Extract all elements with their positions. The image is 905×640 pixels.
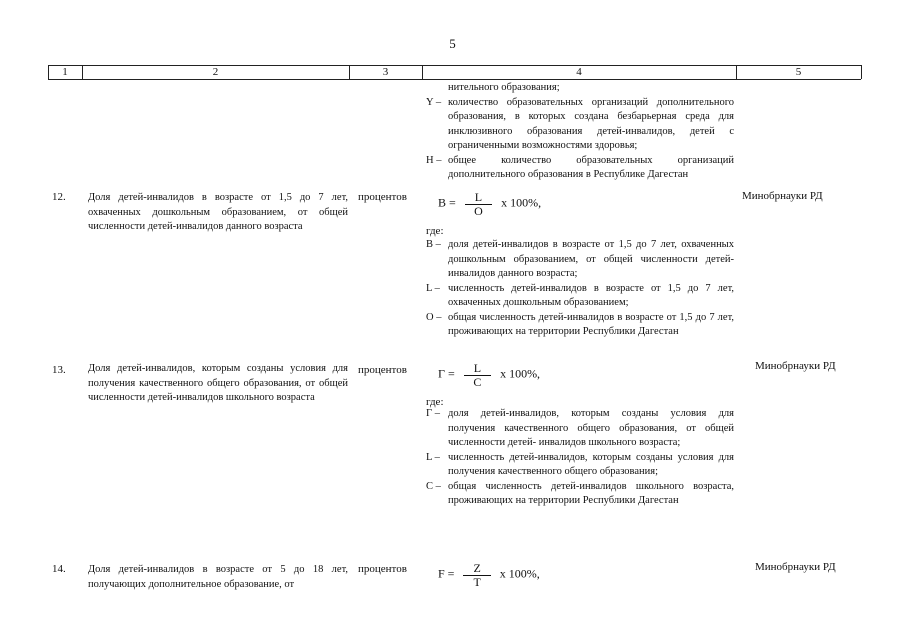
formula-numerator: L — [465, 190, 492, 205]
formula-numerator: Z — [463, 561, 490, 576]
formula-denominator: T — [473, 575, 481, 589]
definition-symbol: C – — [426, 480, 441, 492]
header-col-1: 1 — [62, 66, 68, 78]
formula — [438, 361, 540, 388]
formula-denominator: C — [473, 375, 482, 389]
indicator-name: Доля детей-инвалидов, которым созданы условия для получения качественного общего образования, от общей численности детей-инвалидов школьного возраста — [88, 363, 348, 403]
formula-lhs: F = — [438, 566, 455, 581]
header-col-2: 2 — [212, 66, 219, 78]
unit-label: процентов — [358, 364, 407, 376]
continuation-top-text: нительного образования; — [448, 82, 560, 93]
where-label: где: — [426, 396, 444, 408]
continuation-block — [426, 81, 734, 183]
definition-item — [426, 480, 734, 509]
definition-item — [426, 407, 734, 451]
definition-text: численность детей-инвалидов, которым созданы условия для получения качественного общего образования; — [448, 451, 734, 477]
row-number: 14. — [52, 563, 66, 575]
definition-text: численность детей-инвалидов в возрасте от 1,5 до 7 лет, охваченных дошкольным образованием; — [448, 282, 734, 308]
row-number: 12. — [52, 191, 66, 203]
formula-numerator: L — [464, 361, 491, 376]
responsible-body: Минобрнауки РД — [755, 561, 836, 573]
definitions-list — [426, 407, 734, 509]
formula — [438, 561, 540, 588]
formula-suffix: x 100%, — [500, 366, 541, 381]
indicator-name: Доля детей-инвалидов в возрасте от 5 до 18 лет, получающих дополнительное образование, от — [88, 564, 348, 590]
definition-item — [426, 96, 734, 154]
definition-item — [426, 238, 734, 282]
responsible-body: Минобрнауки РД — [742, 190, 823, 202]
header-col-3: 3 — [382, 66, 389, 78]
formula-fraction — [465, 190, 492, 217]
definition-text: общая численность детей-инвалидов в возрасте от 1,5 до 7 лет, проживающих на территории Республики Дагестан — [448, 311, 734, 337]
where-label: где: — [426, 225, 444, 237]
definition-text: общая численность детей-инвалидов школьного возраста, проживающих на территории Республики Дагестан — [448, 480, 734, 506]
definition-symbol: O – — [426, 311, 442, 323]
formula-fraction — [463, 561, 490, 588]
definition-symbol: L – — [426, 282, 440, 294]
definition-symbol: Y – — [426, 96, 442, 108]
header-bottom-border — [48, 79, 861, 80]
unit-label: процентов — [358, 191, 407, 203]
definition-item — [426, 282, 734, 311]
header-col-4: 4 — [576, 66, 582, 78]
formula-fraction — [464, 361, 491, 388]
indicator-name: Доля детей-инвалидов в возрасте от 1,5 до 7 лет, охваченных дошкольным образованием, от общей численности детей-инвалидов данного возраста — [88, 192, 348, 232]
row-number: 13. — [52, 364, 66, 376]
formula-lhs: Г = — [438, 366, 455, 381]
formula-suffix: x 100%, — [501, 195, 542, 210]
formula-lhs: B = — [438, 195, 456, 210]
definition-item — [426, 451, 734, 480]
definition-text: доля детей-инвалидов в возрасте от 1,5 до 7 лет, охваченных дошкольным образованием, от общей численности детей-инвалидов данного возраста; — [448, 239, 734, 279]
formula-denominator: O — [474, 204, 483, 218]
definition-text: доля детей-инвалидов, которым созданы условия для получения качественного общего образования, от общей численности детей- инвалидов школьного возраста; — [448, 408, 734, 448]
formula — [438, 190, 541, 217]
definition-symbol: B – — [426, 239, 441, 250]
formula-suffix: x 100%, — [499, 566, 540, 581]
header-col-divider — [861, 65, 862, 79]
definition-item — [426, 154, 734, 183]
header-col-5: 5 — [795, 66, 802, 78]
definition-text: количество образовательных организаций дополнительного образования, в которых создана безбарьерная среда для инклюзивного образования детей-инвалидов, детей с ограниченными возможностями здоровья; — [448, 96, 734, 151]
definition-item — [426, 311, 734, 340]
definition-symbol: H – — [426, 154, 442, 166]
definition-symbol: Г – — [426, 408, 440, 419]
definitions-list — [426, 238, 734, 340]
responsible-body: Минобрнауки РД — [755, 360, 836, 372]
unit-label: процентов — [358, 563, 407, 575]
page-number: 5 — [449, 36, 456, 51]
definition-text: общее количество образовательных организаций дополнительного образования в Республике Дагестан — [448, 154, 734, 180]
definition-symbol: L – — [426, 451, 440, 463]
